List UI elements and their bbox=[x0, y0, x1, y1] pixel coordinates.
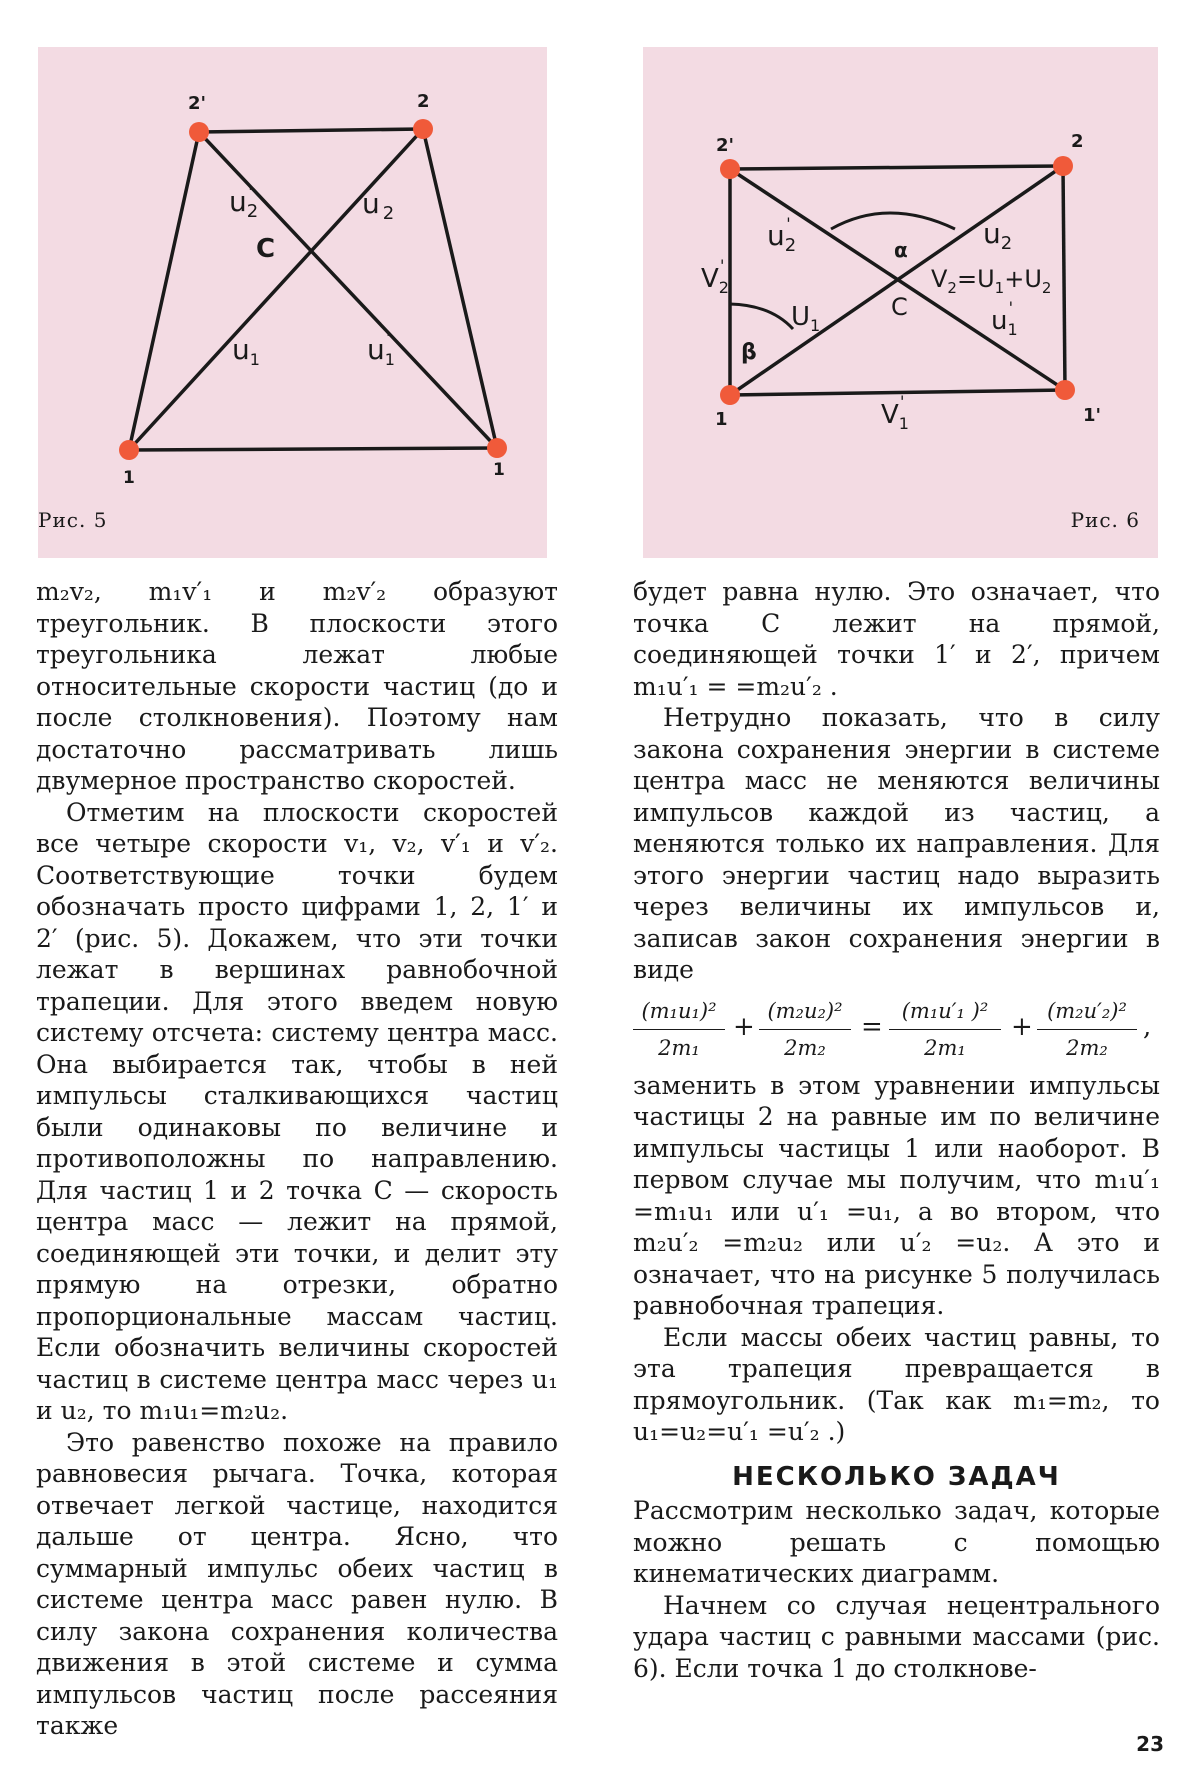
plus-sign: + bbox=[733, 1011, 755, 1042]
fig6-label-alpha: α bbox=[894, 238, 908, 262]
fig5-point-1 bbox=[119, 440, 139, 460]
fig5-edge-2p-2 bbox=[199, 129, 423, 132]
fig5-diagonal-1-2 bbox=[129, 129, 423, 450]
fig6-label-2prime: 2' bbox=[716, 135, 735, 156]
fraction-denominator: 2m₂ bbox=[784, 1036, 826, 1060]
fig6-point-2prime bbox=[720, 159, 740, 179]
fig6-label-c: C bbox=[891, 293, 908, 321]
fraction-term-3 bbox=[889, 996, 1001, 1065]
paragraph: Если массы обеих частиц равны, то эта трапеция превращается в прямоугольник. (Так как m₁=m₂, то u₁=u₂=u′₁ =u′₂ .) bbox=[633, 1322, 1160, 1446]
fraction-numerator: (m₂u₂)² bbox=[759, 996, 851, 1031]
fig5-label-2: 2 bbox=[417, 91, 430, 112]
fig6-label-u2prime: $u_2'$ bbox=[767, 214, 797, 256]
paragraph: Нетрудно показать, что в силу закона сохранения энергии в системе центра масс не меняются величины импульсов каждой из частиц, а меняются только их направления. Для этого энергии частиц надо выразить через величины их импульсов и, записав закон сохранения энергии в виде bbox=[633, 703, 1160, 984]
fig5-diagonal-2p-1 bbox=[199, 132, 497, 448]
equals-sign: = bbox=[861, 1011, 883, 1042]
left-column bbox=[36, 576, 558, 1742]
comma: , bbox=[1143, 1011, 1152, 1042]
fig5-point-2prime bbox=[189, 122, 209, 142]
fig5-label-1: 1 bbox=[123, 468, 135, 488]
fig5-label-c: C bbox=[256, 234, 276, 264]
paragraph: Отметим на плоскости скоростей все четыре скорости v₁, v₂, v′₁ и v′₂. Соответствующие точки будем обозначать просто цифрами 1, 2, 1′ и 2′ (рис. 5). Докажем, что эти точки лежат в вершинах равнобочной трапеции. Для этого введем новую систему отсчета: систему центра масс. Она выбирается так, чтобы в ней импульсы сталкивающихся частиц были одинаковы по величине и противоположны по направлению. Для частиц 1 и 2 точка C — скорость центра масс — лежит на прямой, соединяющей эти точки, и делит эту прямую на отрезки, обратно пропорциональные массам частиц. Если обозначить величины скоростей частиц в системе центра масс через u₁ и u₂, то m₁u₁=m₂u₂. bbox=[36, 797, 558, 1425]
fig6-edge-bottom bbox=[730, 390, 1065, 395]
fig6-point-1 bbox=[720, 385, 740, 405]
fig6-label-2: 2 bbox=[1071, 131, 1084, 152]
fig6-label-v1prime: $V_1'$ bbox=[881, 392, 909, 433]
fraction-term-1 bbox=[633, 996, 725, 1065]
fig5-label-u1: $u_1$ bbox=[232, 333, 260, 369]
fig5-label-u1prime: $u_1'$ bbox=[367, 328, 395, 369]
fraction-denominator: 2m₁ bbox=[658, 1036, 700, 1060]
fig6-label-u1: $U_1$ bbox=[791, 302, 821, 335]
fig6-label-u2: $u_2$ bbox=[983, 217, 1013, 254]
fraction-denominator: 2m₁ bbox=[924, 1036, 966, 1060]
section-heading: НЕСКОЛЬКО ЗАДАЧ bbox=[732, 1461, 1061, 1492]
paragraph: будет равна нулю. Это означает, что точка C лежит на прямой, соединяющей точки 1′ и 2′, причем m₁u′₁ = =m₂u′₂ . bbox=[633, 577, 1160, 701]
fraction-numerator: (m₂u′₂)² bbox=[1037, 996, 1137, 1031]
figure-6 bbox=[643, 47, 1158, 558]
fraction-term-2 bbox=[759, 996, 851, 1065]
fig5-label-2prime: 2' bbox=[188, 93, 207, 114]
fig5-label-u2prime: $u_2'$ bbox=[229, 182, 259, 222]
fig5-point-1b bbox=[487, 438, 507, 458]
energy-conservation-formula bbox=[633, 996, 1160, 1058]
figure-5 bbox=[38, 47, 547, 558]
paragraph: Начнем со случая нецентрального удара частиц с равными массами (рис. 6). Если точка 1 до столкнове- bbox=[633, 1590, 1160, 1683]
fig5-edge-2-1 bbox=[423, 129, 497, 448]
fig5-point-2 bbox=[413, 119, 433, 139]
fig6-label-1prime: 1' bbox=[1083, 405, 1102, 426]
fig6-label-v2-sum: $V_2=U_1+U_2$ bbox=[931, 265, 1052, 297]
fig5-edge-2p-1 bbox=[129, 132, 199, 450]
paragraph: Рассмотрим несколько задач, которые можно решать с помощью кинематических диаграмм. bbox=[633, 1496, 1160, 1588]
paragraph: Это равенство похоже на правило равновесия рычага. Точка, которая отвечает легкой частице, находится дальше от центра. Ясно, что суммарный импульс обеих частиц в системе центра масс равен нулю. В силу закона сохранения количества движения в этой системе и сумма импульсов частиц после рассеяния также bbox=[36, 1427, 558, 1740]
fraction-numerator: (m₁u₁)² bbox=[633, 996, 725, 1031]
figure-5-diagram bbox=[38, 47, 547, 558]
fig6-point-2 bbox=[1053, 156, 1073, 176]
fraction-numerator: (m₁u′₁ )² bbox=[889, 996, 1001, 1031]
fig5-edge-1-1 bbox=[129, 448, 497, 450]
page-number: 23 bbox=[1136, 1732, 1164, 1756]
paragraph: m₂v₂, m₁v′₁ и m₂v′₂ образуют треугольник. В плоскости этого треугольника лежат любые относительные скорости частиц (до и после столкновения). Поэтому нам достаточно рассматривать лишь двумерное пространство скоростей. bbox=[36, 577, 558, 795]
fig6-arc-beta bbox=[730, 304, 793, 329]
fig6-edge-top bbox=[730, 166, 1063, 169]
right-column bbox=[633, 576, 1160, 1684]
fig5-label-u2: u $_2$ bbox=[362, 187, 395, 224]
figure-6-diagram bbox=[643, 47, 1158, 558]
fraction-denominator: 2m₂ bbox=[1066, 1036, 1108, 1060]
fig6-edge-right bbox=[1063, 166, 1065, 390]
fig6-label-u1prime: $u_1'$ bbox=[991, 298, 1018, 339]
plus-sign: + bbox=[1011, 1011, 1033, 1042]
fig6-label-1: 1 bbox=[715, 409, 728, 430]
figure-5-caption: Рис. 5 bbox=[38, 508, 108, 532]
fig6-arc-alpha bbox=[831, 213, 955, 229]
fig5-label-1b: 1 bbox=[493, 460, 505, 480]
fig6-label-v2prime: $V_2'$ bbox=[701, 256, 729, 297]
paragraph: заменить в этом уравнении импульсы частицы 2 на равные им по величине импульсы частицы 1 или наоборот. В первом случае мы получим, что m₁u′₁ =m₁u₁ или u′₁ =u₁, а во втором, что m₂u′₂ =m₂u₂ или u′₂ =u₂. А это и означает, что на рисунке 5 получилась равнобочная трапеция. bbox=[633, 1070, 1160, 1320]
figure-6-caption: Рис. 6 bbox=[1070, 508, 1140, 532]
fraction-term-4 bbox=[1037, 996, 1137, 1065]
fig6-point-1prime bbox=[1055, 380, 1075, 400]
fig6-label-beta: β bbox=[741, 340, 757, 365]
